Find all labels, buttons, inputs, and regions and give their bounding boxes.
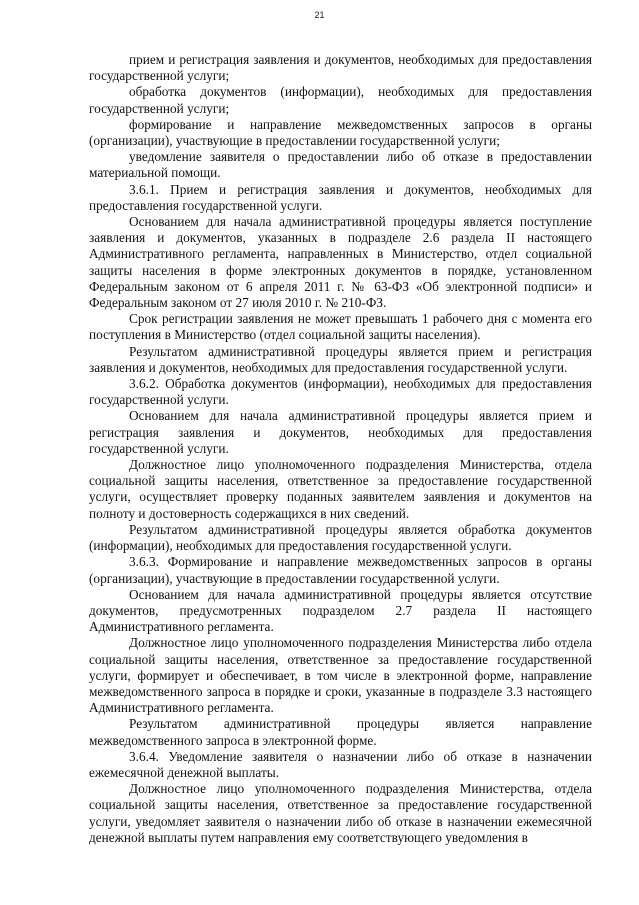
paragraph: Основанием для начала административной процедуры является поступление заявления и документов, указанных в подразделе 2.6 раздела II настоящего Административного регламента, направленных в Министерство, отдел социальной защиты населения в форме электронных документов в порядке, установленном Федеральным законом от 6 апреля 2011 г. № 63-ФЗ «Об электронной подписи» и Федеральным законом от 27 июля 2010 г. № 210-ФЗ. — [89, 214, 592, 311]
paragraph: Срок регистрации заявления не может превышать 1 рабочего дня с момента его поступления в Министерство (отдел социальной защиты населения). — [89, 311, 592, 343]
section-heading-3-6-2: 3.6.2. Обработка документов (информации), необходимых для предоставления государственной услуги. — [89, 376, 592, 408]
document-body — [89, 52, 592, 846]
paragraph: прием и регистрация заявления и документов, необходимых для предоставления государственной услуги; — [89, 52, 592, 84]
paragraph: Должностное лицо уполномоченного подразделения Министерства либо отдела социальной защиты населения, ответственное за предоставление государственной услуги, формирует и обеспечивает, в том числе в электронной форме, направление межведомственного запроса в порядке и сроки, указанные в подразделе 3.3 настоящего Административного регламента. — [89, 635, 592, 716]
section-heading-3-6-4: 3.6.4. Уведомление заявителя о назначении либо об отказе в назначении ежемесячной денежной выплаты. — [89, 748, 592, 780]
paragraph: уведомление заявителя о предоставлении либо об отказе в предоставлении материальной помощи. — [89, 149, 592, 181]
paragraph: Основанием для начала административной процедуры является прием и регистрация заявления и документов, необходимых для предоставления государственной услуги. — [89, 408, 592, 456]
page-number: 21 — [314, 10, 325, 20]
section-heading-3-6-3: 3.6.3. Формирование и направление межведомственных запросов в органы (организации), участвующие в предоставлении государственной услуги. — [89, 554, 592, 586]
section-heading-3-6-1: 3.6.1. Прием и регистрация заявления и документов, необходимых для предоставления государственной услуги. — [89, 181, 592, 213]
paragraph: Результатом административной процедуры является прием и регистрация заявления и документов, необходимых для предоставления государственной услуги. — [89, 343, 592, 375]
paragraph: Результатом административной процедуры является направление межведомственного запроса в электронной форме. — [89, 716, 592, 748]
paragraph: Результатом административной процедуры является обработка документов (информации), необходимых для предоставления государственной услуги. — [89, 521, 592, 554]
paragraph: формирование и направление межведомственных запросов в органы (организации), участвующие в предоставлении государственной услуги; — [89, 116, 592, 149]
paragraph: Должностное лицо уполномоченного подразделения Министерства, отдела социальной защиты населения, ответственное за предоставление государственной услуги, осуществляет проверку поданных заявителем заявления и документов на полноту и достоверность содержащихся в них сведений. — [89, 457, 592, 521]
paragraph: обработка документов (информации), необходимых для предоставления государственной услуги; — [89, 84, 592, 116]
paragraph: Должностное лицо уполномоченного подразделения Министерства, отдела социальной защиты населения, ответственное за предоставление государственной услуги, уведомляет заявителя о назначении либо об отказе в назначении ежемесячной денежной выплаты путем направления ему соответствующего уведомления в — [89, 781, 592, 845]
paragraph: Основанием для начала административной процедуры является отсутствие документов, предусмотренных подразделом 2.7 раздела II настоящего Административного регламента. — [89, 586, 592, 635]
